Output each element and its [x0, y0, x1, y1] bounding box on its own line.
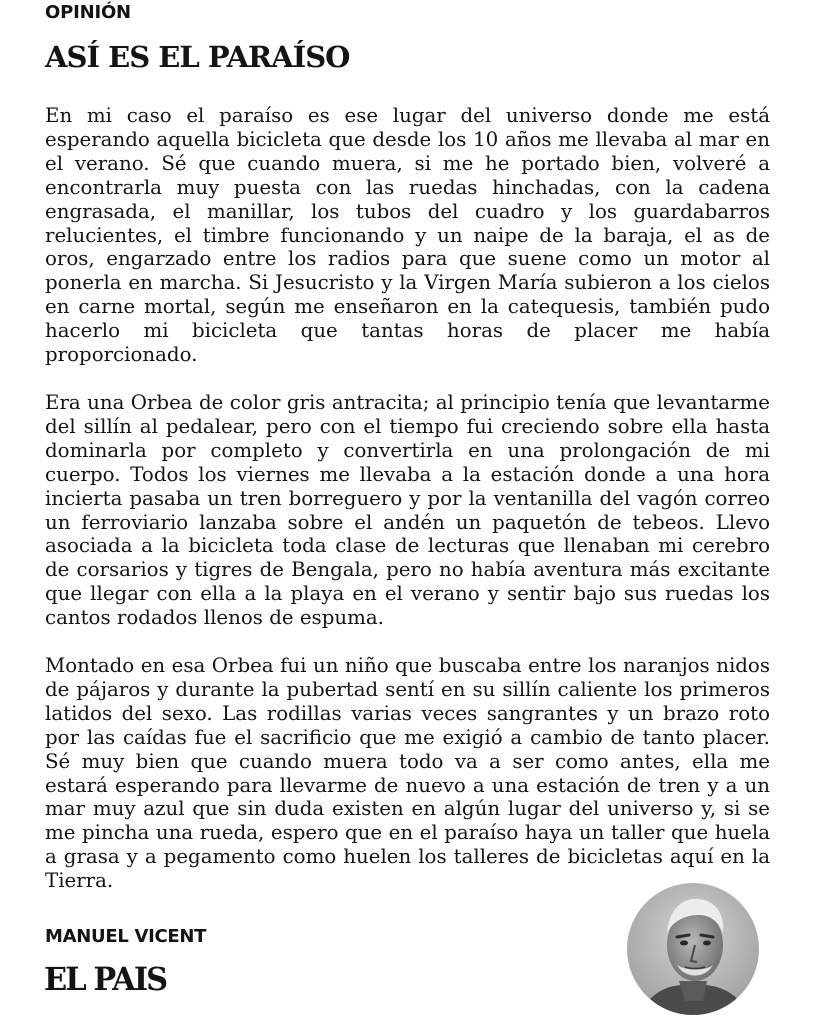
text-line: verano y sentir bajo sus ruedas los cantos rodados llenos de espuma. — [45, 582, 770, 630]
text-line: universo y, si se me pincha una rueda, espero que en el paraíso haya — [45, 797, 770, 845]
text-line: relucientes, el timbre funcionando y un naipe de la baraja, el as de — [45, 223, 770, 247]
text-line: sobre ella hasta dominarla por completo y convertirla en una — [45, 414, 770, 462]
text-line: paquetón de tebeos. Llevo asociada a la bicicleta toda clase de lecturas — [45, 510, 770, 558]
text-line: bicicletas aquí en la Tierra. — [45, 845, 770, 893]
text-line: que llenaban mi cerebro de corsarios y tigres de Bengala, pero no — [45, 534, 770, 582]
text-line: levantarme del sillín al pedalear, pero con el tiempo fui creciendo — [45, 390, 770, 438]
text-line: había aventura más excitante que llegar con ella a la playa en el — [45, 558, 770, 606]
text-line: nidos de pájaros y durante la pubertad sentí en su sillín caliente los — [45, 654, 770, 701]
text-line: ventanilla del vagón correo un ferroviario lanzaba sobre el andén un — [45, 486, 770, 534]
text-line: ponerla en marcha. Si Jesucristo y la Virgen María subieron a los cielos — [45, 271, 770, 295]
author-byline: MANUEL VICENT — [45, 926, 207, 947]
text-line: hacerlo mi bicicleta que tantas horas de placer me había — [45, 319, 770, 343]
text-line: En mi caso el paraíso es ese lugar del universo donde me está — [45, 104, 770, 127]
text-line: engrasada, el manillar, los tubos del cuadro y los guardabarros — [45, 199, 770, 223]
text-line: tanto placer. Sé muy bien que cuando muera todo va a ser como antes, — [45, 725, 770, 773]
headline: ASÍ ES EL PARAÍSO — [45, 40, 350, 74]
text-line: encontrarla muy puesta con las ruedas hinchadas, con la cadena — [45, 175, 770, 199]
text-line: Era una Orbea de color gris antracita; al principio tenía que — [45, 390, 651, 414]
section-label: OPINIÓN — [45, 2, 131, 23]
paragraph — [45, 391, 770, 630]
text-line: ella me estará esperando para llevarme de nuevo a una estación de — [45, 749, 771, 797]
text-line: donde a una hora incierta pasaba un tren borreguero y por la — [45, 462, 770, 510]
text-line: un taller que huela a grasa y a pegamento como huelen los talleres de — [45, 821, 770, 869]
text-line: tren y a un mar muy azul que sin duda existen en algún lugar del — [45, 773, 770, 821]
paragraph — [45, 654, 770, 893]
text-line: en carne mortal, según me enseñaron en la catequesis, también pudo — [45, 295, 770, 319]
text-line: esperando aquella bicicleta que desde los 10 años me llevaba al mar — [45, 127, 739, 151]
text-line: prolongación de mi cuerpo. Todos los viernes me llevaba a la estación — [45, 438, 770, 486]
text-line: brazo roto por las caídas fue el sacrificio que me exigió a cambio de — [45, 701, 770, 749]
text-line: oros, engarzado entre los radios para que suene como un motor al — [45, 247, 770, 271]
paragraph — [45, 104, 770, 367]
text-line: proporcionado. — [45, 343, 198, 367]
text-line: primeros latidos del sexo. Las rodillas varias veces sangrantes y un — [45, 677, 770, 725]
article-body — [45, 104, 770, 893]
portrait-illustration — [627, 883, 759, 1015]
text-line: Montado en esa Orbea fui un niño que buscaba entre los naranjos — [45, 654, 710, 678]
publication-logo: EL PAIS — [44, 960, 167, 998]
author-portrait — [627, 883, 759, 1015]
text-line: en el verano. Sé que cuando muera, si me he portado bien, volveré a — [45, 127, 770, 175]
